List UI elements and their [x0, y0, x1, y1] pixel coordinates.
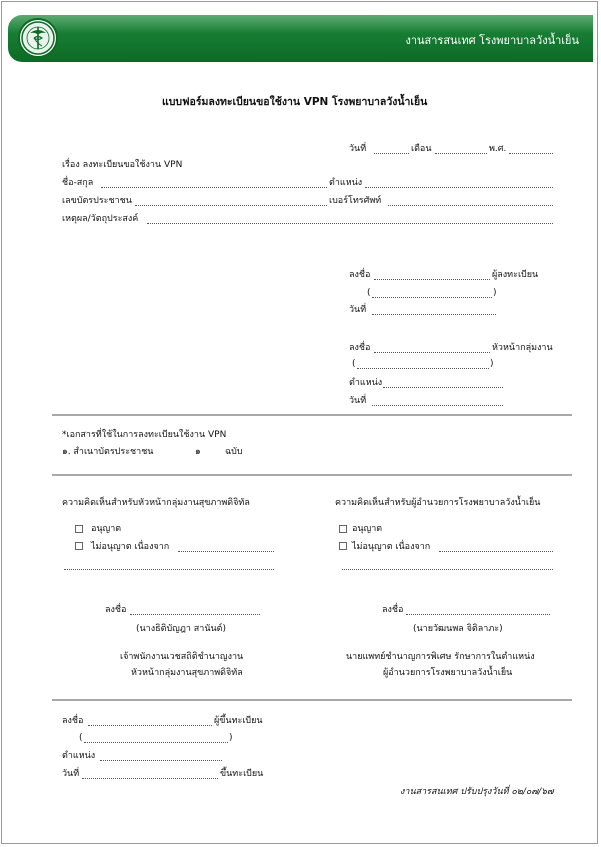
header-title: งานสารสนเทศ โรงพยาบาลวังน้ำเย็น [405, 34, 579, 47]
head-position-field[interactable] [383, 387, 503, 388]
applicant-paren-open: ( [367, 288, 371, 298]
form-title: แบบฟอร์มลงทะเบียนขอใช้งาน VPN โรงพยาบาลวังน้ำเย็น [162, 96, 428, 108]
head-sign-field[interactable] [374, 352, 490, 353]
registrar-date-field[interactable] [82, 778, 218, 779]
right-signer-title2: ผู้อำนวยการโรงพยาบาลวังน้ำเย็น [383, 668, 513, 678]
documents-qty: ๑ [195, 447, 201, 457]
header-banner [8, 15, 593, 62]
head-position-label: ตำแหน่ง [349, 378, 383, 388]
reason-label: เหตุผล/วัตถุประสงค์ [62, 214, 139, 224]
left-sign-label: ลงชื่อ [105, 605, 127, 615]
date-year-field[interactable] [509, 153, 553, 154]
date-day-field[interactable] [374, 153, 409, 154]
date-month-field[interactable] [435, 153, 487, 154]
registrar-paren-close: ) [229, 733, 233, 743]
applicant-role-label: ผู้ลงทะเบียน [492, 270, 539, 280]
registrar-date-label: วันที่ [62, 769, 80, 779]
ministry-logo-icon [18, 18, 58, 58]
documents-item: ๑. สำเนาบัตรประชาชน [62, 447, 154, 457]
right-deny-label: ไม่อนุญาต เนื่องจาก [352, 542, 431, 552]
documents-unit: ฉบับ [225, 447, 243, 457]
date-month-label: เดือน [411, 144, 432, 154]
right-deny-reason-field[interactable] [439, 551, 553, 552]
left-deny-label: ไม่อนุญาต เนื่องจาก [91, 542, 170, 552]
separator-1 [52, 414, 572, 416]
documents-heading: *เอกสารที่ใช้ในการลงทะเบียนใช้งาน VPN [62, 430, 227, 440]
registrar-paren-open: ( [79, 733, 83, 743]
left-signer-title2: หัวหน้ากลุ่มงานสุขภาพดิจิทัล [131, 668, 243, 678]
applicant-name-field[interactable] [372, 297, 492, 298]
left-deny-checkbox[interactable] [75, 542, 83, 550]
left-approve-checkbox[interactable] [75, 525, 83, 533]
head-role-label: หัวหน้ากลุ่มงาน [492, 343, 553, 353]
position-field[interactable] [365, 187, 553, 188]
id-card-label: เลขบัตรประชาชน [62, 196, 132, 206]
name-label: ชื่อ-สกุล [62, 178, 94, 188]
right-reason-extra-field[interactable] [342, 569, 553, 570]
position-label: ตำแหน่ง [329, 178, 363, 188]
right-approve-checkbox[interactable] [339, 525, 347, 533]
right-sign-field[interactable] [406, 614, 550, 615]
head-paren-close: ) [490, 359, 494, 369]
head-sign-label: ลงชื่อ [349, 343, 371, 353]
form-page [1, 1, 598, 844]
right-signer-name: (นายวัฒนพล จิติลาภะ) [413, 624, 503, 634]
separator-3 [52, 699, 572, 701]
footer-note: งานสารสนเทศ ปรับปรุงวันที่ ๐๒/๐๗/๖๗ [400, 787, 554, 797]
applicant-paren-close: ) [493, 288, 497, 298]
reason-field[interactable] [147, 223, 553, 224]
left-sign-field[interactable] [130, 614, 260, 615]
head-paren-open: ( [352, 359, 356, 369]
applicant-date-field[interactable] [372, 314, 496, 315]
left-deny-reason-field[interactable] [178, 551, 274, 552]
registrar-name-field[interactable] [84, 742, 228, 743]
applicant-sign-label: ลงชื่อ [349, 270, 371, 280]
right-deny-checkbox[interactable] [339, 542, 347, 550]
registrar-sign-field[interactable] [88, 725, 212, 726]
subject-line: เรื่อง ลงทะเบียนขอใช้งาน VPN [62, 160, 183, 170]
head-date-label: วันที่ [349, 396, 367, 406]
separator-2 [52, 474, 572, 476]
applicant-date-label: วันที่ [349, 305, 367, 315]
registrar-position-field[interactable] [100, 760, 222, 761]
registrar-sign-label: ลงชื่อ [62, 716, 84, 726]
registrar-role2-label: ขึ้นทะเบียน [220, 769, 264, 779]
name-field[interactable] [101, 187, 327, 188]
applicant-sign-field[interactable] [374, 279, 490, 280]
head-date-field[interactable] [372, 405, 503, 406]
right-signer-title1: นายแพทย์ชำนาญการพิเศษ รักษาการในตำแหน่ง [346, 652, 535, 662]
date-day-label: วันที่ [349, 144, 367, 154]
left-approve-label: อนุญาต [91, 524, 122, 534]
registrar-position-label: ตำแหน่ง [62, 751, 96, 761]
left-opinion-heading: ความคิดเห็นสำหรับหัวหน้ากลุ่มงานสุขภาพดิจิทัล [62, 498, 250, 508]
id-card-field[interactable] [135, 205, 327, 206]
phone-field[interactable] [388, 205, 553, 206]
left-signer-name: (นางธิติบัญฎา สานันต์) [136, 624, 226, 634]
right-approve-label: อนุญาต [352, 524, 383, 534]
phone-label: เบอร์โทรศัพท์ [329, 196, 382, 206]
right-opinion-heading: ความคิดเห็นสำหรับผู้อำนวยการโรงพยาบาลวังน้ำเย็น [335, 498, 541, 508]
registrar-role-label: ผู้ขึ้นทะเบียน [214, 716, 263, 726]
date-year-label: พ.ศ. [489, 144, 507, 154]
left-signer-title1: เจ้าพนักงานเวชสถิติชำนาญงาน [120, 652, 244, 662]
left-reason-extra-field[interactable] [64, 569, 274, 570]
head-name-field[interactable] [357, 368, 489, 369]
right-sign-label: ลงชื่อ [382, 605, 404, 615]
